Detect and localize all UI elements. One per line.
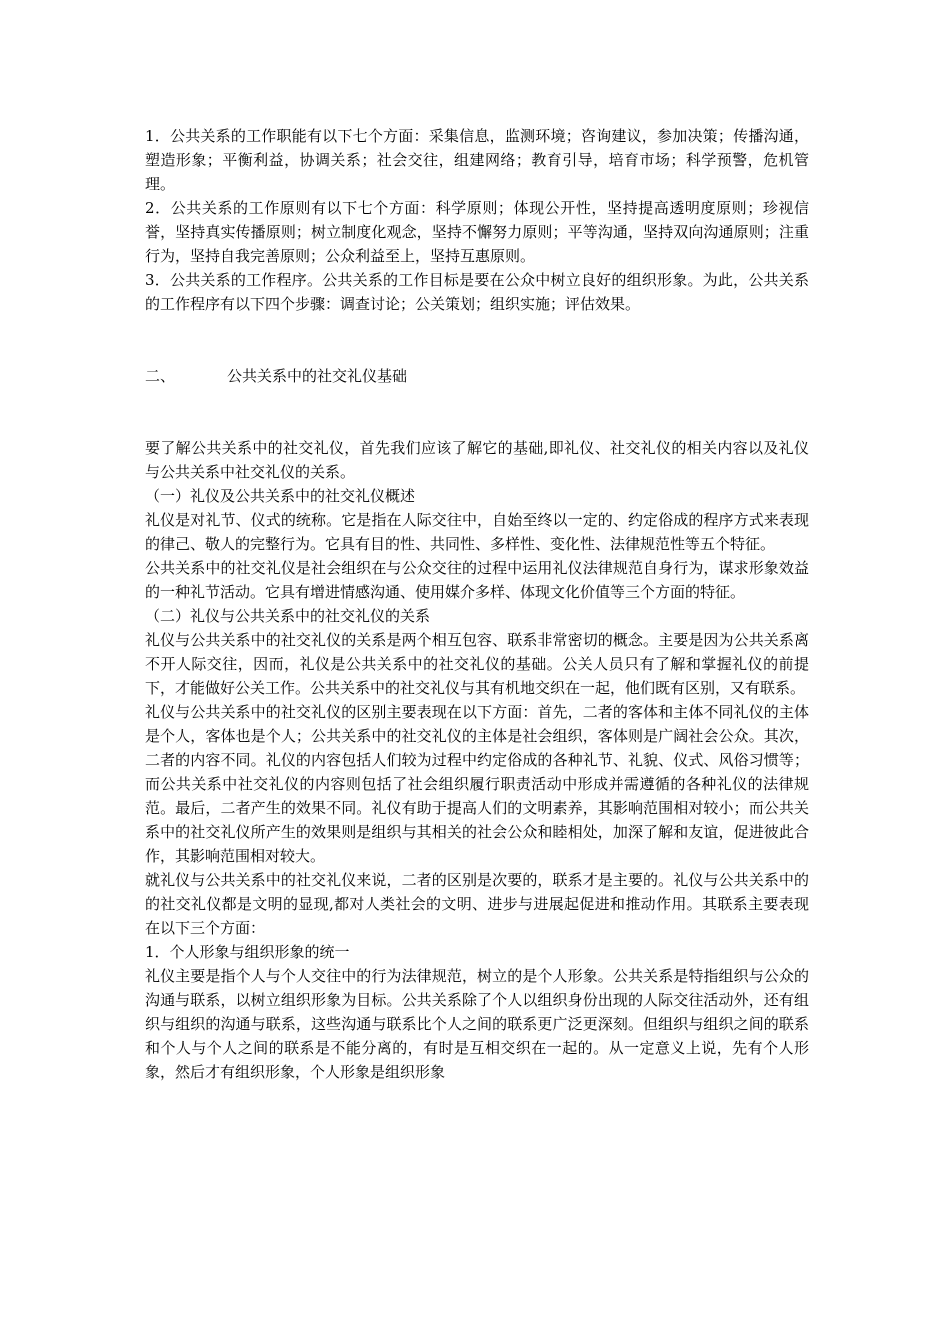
paragraph-etiquette-definition: 礼仪是对礼节、仪式的统称。它是指在人际交往中，自始至终以一定的、约定俗成的程序方式来表现的律己、敬人的完整行为。它具有目的性、共同性、多样性、变化性、法律规范性等五个特征。 — [145, 511, 809, 553]
section-heading — [145, 364, 809, 388]
section-title: 公共关系中的社交礼仪基础 — [227, 367, 408, 385]
paragraph-image-unity: 礼仪主要是指个人与个人交往中的行为法律规范，树立的是个人形象。公共关系是特指组织与公众的沟通与联系，以树立组织形象为目标。公共关系除了个人以组织身份出现的人际交往活动外，还有组织与组织的沟通与联系，这些沟通与联系比个人之间的联系更广泛更深刻。但组织与组织之间的联系和个人与个人之间的联系是不能分离的，有时是互相交织在一起的。从一定意义上说，先有个人形象，然后才有组织形象，个人形象是组织形象 — [145, 967, 809, 1081]
subheading-image-unity: 1．个人形象与组织形象的统一 — [145, 943, 350, 961]
document-body — [145, 124, 809, 1084]
paragraph-connections: 就礼仪与公共关系中的社交礼仪来说，二者的区别是次要的，联系才是主要的。礼仪与公共关系中的的社交礼仪都是文明的显现,都对人类社会的文明、进步与进展起促进和推动作用。其联系主要表现在以下三个方面： — [145, 871, 809, 937]
paragraph-work-procedure: 3．公共关系的工作程序。公共关系的工作目标是要在公众中树立良好的组织形象。为此，公共关系的工作程序有以下四个步骤：调查讨论；公关策划；组织实施；评估效果。 — [145, 271, 809, 313]
paragraph-intro: 要了解公共关系中的社交礼仪，首先我们应该了解它的基础,即礼仪、社交礼仪的相关内容以及礼仪与公共关系中社交礼仪的关系。 — [145, 439, 809, 481]
section-number: 二、 — [145, 367, 176, 385]
subheading-relationship: （二）礼仪与公共关系中的社交礼仪的关系 — [145, 607, 431, 625]
paragraph-differences: 礼仪与公共关系中的社交礼仪的区别主要表现在以下方面：首先，二者的客体和主体不同礼仪的主体是个人，客体也是个人；公共关系中的社交礼仪的主体是社会组织，客体则是广阔社会公众。其次，二者的内容不同。礼仪的内容包括人们较为过程中约定俗成的各种礼节、礼貌、仪式、风俗习惯等；而公共关系中社交礼仪的内容则包括了社会组织履行职责活动中形成并需遵循的各种礼仪的法律规范。最后，二者产生的效果不同。礼仪有助于提高人们的文明素养，其影响范围相对较小；而公共关系中的社交礼仪所产生的效果则是组织与其相关的社会公众和睦相处，加深了解和友谊，促进彼此合作，其影响范围相对较大。 — [145, 703, 809, 865]
paragraph-work-functions: 1．公共关系的工作职能有以下七个方面：采集信息，监测环境；咨询建议，参加决策；传播沟通，塑造形象；平衡利益，协调关系；社会交往，组建网络；教育引导，培育市场；科学预警，危机管理。 — [145, 127, 809, 193]
paragraph-work-principles: 2．公共关系的工作原则有以下七个方面：科学原则；体现公开性，坚持提高透明度原则；珍视信誉，坚持真实传播原则；树立制度化观念，坚持不懈努力原则；平等沟通，坚持双向沟通原则；注重行为，坚持自我完善原则；公众利益至上，坚持互惠原则。 — [145, 199, 809, 265]
subheading-overview: （一）礼仪及公共关系中的社交礼仪概述 — [145, 487, 416, 505]
paragraph-relationship: 礼仪与公共关系中的社交礼仪的关系是两个相互包容、联系非常密切的概念。主要是因为公共关系离不开人际交往，因而，礼仪是公共关系中的社交礼仪的基础。公关人员只有了解和掌握礼仪的前提下，才能做好公关工作。公共关系中的社交礼仪与其有机地交织在一起，他们既有区别，又有联系。 — [145, 631, 809, 697]
paragraph-pr-etiquette-definition: 公共关系中的社交礼仪是社会组织在与公众交往的过程中运用礼仪法律规范自身行为，谋求形象效益的一种礼节活动。它具有增进情感沟通、使用媒介多样、体现文化价值等三个方面的特征。 — [145, 559, 809, 601]
